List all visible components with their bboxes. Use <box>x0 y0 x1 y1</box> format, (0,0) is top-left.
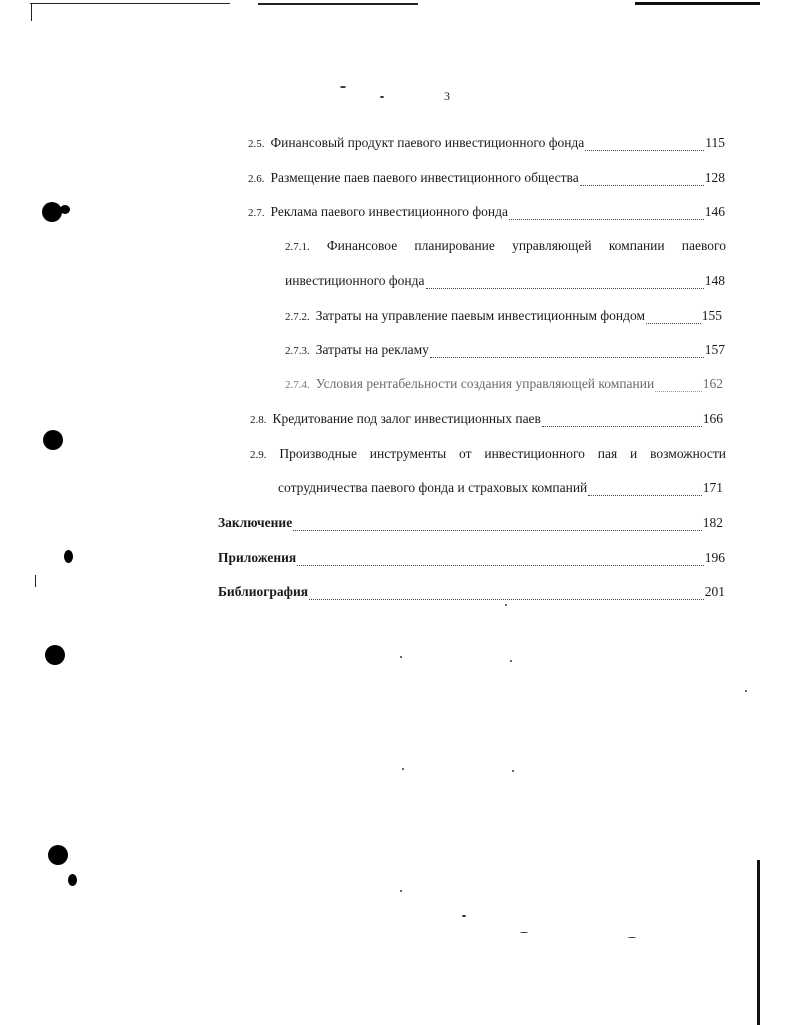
scan-speck <box>510 660 512 662</box>
scan-speck <box>400 890 402 892</box>
scan-left-mark <box>35 575 36 587</box>
toc-entry-number: 2.9. <box>250 449 267 461</box>
scan-left-edge <box>31 3 32 21</box>
toc-word: и <box>630 446 638 461</box>
toc-word: возможности <box>650 446 726 461</box>
toc-entry-number: 2.8. <box>250 414 267 426</box>
ink-blot <box>64 550 73 563</box>
scan-right-edge <box>757 860 760 1025</box>
toc-leader-dots <box>509 219 704 220</box>
toc-entry <box>248 204 725 224</box>
toc-leader-dots <box>426 288 704 289</box>
toc-word: планирование <box>414 238 495 253</box>
toc-entry-justified-line <box>285 238 726 258</box>
toc-entry-title: Размещение паев паевого инвестиционного общества <box>270 170 579 185</box>
toc-entry-justified-line <box>250 446 726 466</box>
toc-entry <box>218 515 723 535</box>
toc-entry <box>248 170 725 190</box>
toc-leader-dots <box>585 150 704 151</box>
toc-entry-title: Затраты на управление паевым инвестиционным фондом <box>315 308 646 323</box>
toc-entry <box>285 376 723 396</box>
toc-entry-title: инвестиционного фонда <box>285 273 425 288</box>
toc-entry-number: 2.7.1. <box>285 241 310 253</box>
ink-blot <box>68 874 77 886</box>
scan-speck <box>400 656 402 658</box>
toc-leader-dots <box>646 323 701 324</box>
toc-entry <box>218 550 725 570</box>
toc-word: компании <box>608 238 665 253</box>
toc-entry-title: Библиография <box>218 584 309 599</box>
toc-entry-title: Затраты на рекламу <box>315 342 429 357</box>
toc-word: Финансовое <box>326 238 398 253</box>
scan-speck <box>505 604 507 606</box>
toc-leader-dots <box>542 426 702 427</box>
scan-speck <box>402 768 404 770</box>
toc-entry-continuation <box>278 480 723 500</box>
toc-entry-title: Заключение <box>218 515 293 530</box>
toc-entry-page: 201 <box>704 584 725 599</box>
toc-word: инструменты <box>369 446 447 461</box>
toc-entry-page: 128 <box>704 170 725 185</box>
toc-entry-page: 162 <box>702 376 723 391</box>
toc-entry-page: 182 <box>702 515 723 530</box>
toc-word: управляющей <box>512 238 592 253</box>
ink-blot <box>60 205 70 214</box>
scan-speck <box>512 770 514 772</box>
page-number: 3 <box>444 89 450 103</box>
scan-top-edge-left <box>30 3 230 4</box>
toc-leader-dots <box>655 391 702 392</box>
toc-entry-number: 2.7. <box>248 207 265 219</box>
toc-entry-title: Финансовый продукт паевого инвестиционного фонда <box>270 135 585 150</box>
toc-entry-number: 2.7.3. <box>285 345 310 357</box>
punch-hole <box>43 430 63 450</box>
toc-entry-title: Приложения <box>218 550 297 565</box>
toc-entry-number: 2.7.4. <box>285 379 310 391</box>
toc-leader-dots <box>297 565 704 566</box>
scan-top-edge-mid <box>258 3 418 5</box>
toc-entry <box>218 584 725 604</box>
toc-entry-page: 146 <box>704 204 725 219</box>
toc-word: Производные <box>279 446 357 461</box>
toc-entry-number: 2.6. <box>248 173 265 185</box>
toc-entry-page: 166 <box>702 411 723 426</box>
scan-speck <box>380 96 384 98</box>
toc-entry-page: 155 <box>701 308 722 323</box>
toc-entry-page: 171 <box>702 480 723 495</box>
toc-leader-dots <box>580 185 704 186</box>
toc-entry <box>248 135 725 155</box>
toc-leader-dots <box>430 357 704 358</box>
scan-speck <box>340 86 346 88</box>
toc-word: от <box>459 446 472 461</box>
punch-hole <box>42 202 62 222</box>
punch-hole <box>48 845 68 865</box>
toc-entry-page: 196 <box>704 550 725 565</box>
toc-entry-page: 157 <box>704 342 725 357</box>
scan-speck <box>462 915 466 917</box>
toc-entry-number: 2.7.2. <box>285 311 310 323</box>
toc-entry <box>250 411 723 431</box>
punch-hole <box>45 645 65 665</box>
toc-entry-continuation <box>285 273 725 293</box>
scan-speck <box>745 690 747 692</box>
scan-top-edge-right <box>635 2 760 5</box>
toc-word: пая <box>597 446 618 461</box>
toc-entry-title: Условия рентабельности создания управляющей компании <box>315 376 655 391</box>
toc-entry-title: сотрудничества паевого фонда и страховых компаний <box>278 480 588 495</box>
toc-entry-number: 2.5. <box>248 138 265 150</box>
toc-entry-page: 148 <box>704 273 725 288</box>
toc-leader-dots <box>309 599 704 600</box>
toc-leader-dots <box>293 530 702 531</box>
toc-entry <box>285 308 722 328</box>
toc-entry-page: 115 <box>705 135 725 150</box>
scan-speck <box>520 932 528 933</box>
toc-leader-dots <box>588 495 701 496</box>
toc-word: инвестиционного <box>484 446 585 461</box>
scan-speck <box>628 937 636 938</box>
toc-entry-title: Кредитование под залог инвестиционных паев <box>272 411 541 426</box>
toc-entry <box>285 342 725 362</box>
toc-word: паевого <box>681 238 726 253</box>
toc-entry-title: Реклама паевого инвестиционного фонда <box>270 204 508 219</box>
